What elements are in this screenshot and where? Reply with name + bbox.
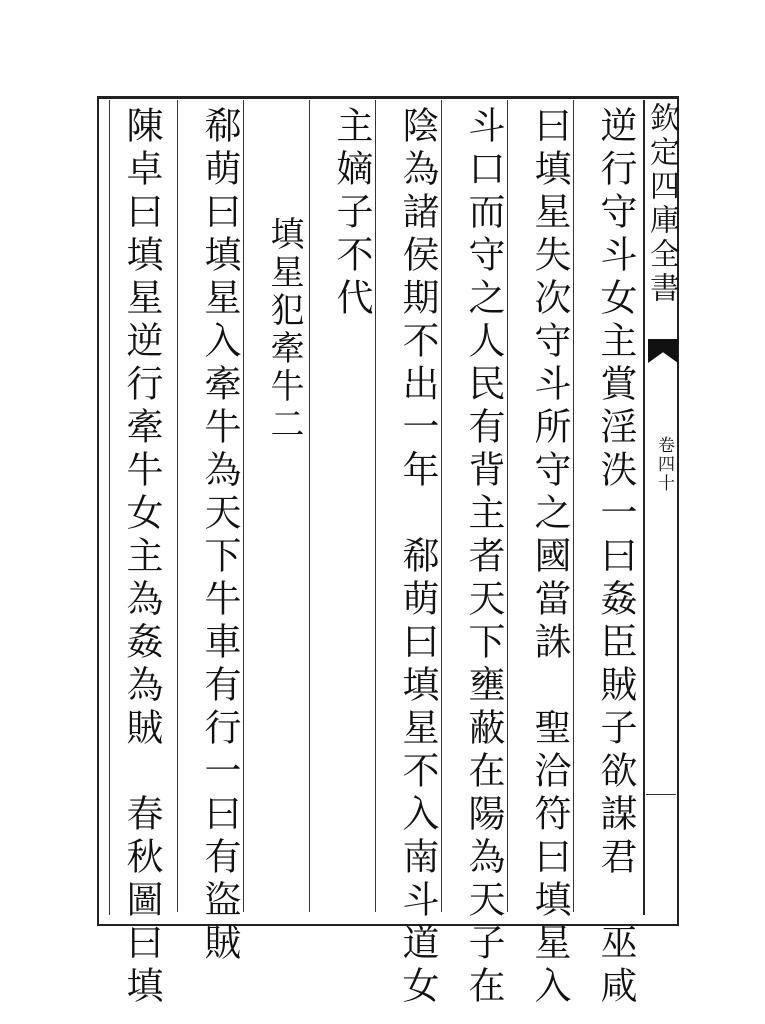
column-rule bbox=[375, 100, 376, 912]
text-column-1: 逆行守斗女主賞淫泆一曰姦臣賊子欲謀君 巫咸 bbox=[594, 106, 637, 1009]
text-column-5: 主嫡子不代 bbox=[330, 106, 373, 321]
text-column-7: 郗萌曰填星入牽牛為天下牛車有行一曰有盜賊 bbox=[198, 106, 241, 966]
book-page bbox=[97, 96, 679, 1009]
column-rule bbox=[507, 100, 508, 912]
column-rule bbox=[243, 100, 244, 912]
column-rule bbox=[309, 100, 310, 912]
text-column-2: 曰填星失次守斗所守之國當誅 聖洽符曰填星入 bbox=[528, 106, 571, 1009]
text-column-3: 斗口而守之人民有背主者天下壅蔽在陽為天子在 bbox=[462, 106, 505, 1009]
book-title: 欽定四庫全書 bbox=[644, 102, 679, 306]
margin-divider bbox=[646, 794, 676, 795]
section-heading: 填星犯牽牛二 bbox=[264, 216, 304, 444]
volume-label: 卷四十 bbox=[654, 436, 674, 493]
text-column-4: 陰為諸侯期不出一年 郗萌曰填星不入南斗道女 bbox=[396, 106, 439, 1009]
column-rule bbox=[573, 100, 574, 912]
column-rule bbox=[177, 100, 178, 912]
column-rule bbox=[441, 100, 442, 912]
text-column-8: 陳卓曰填星逆行牽牛女主為姦為賊 春秋圖曰填 bbox=[120, 106, 163, 1009]
